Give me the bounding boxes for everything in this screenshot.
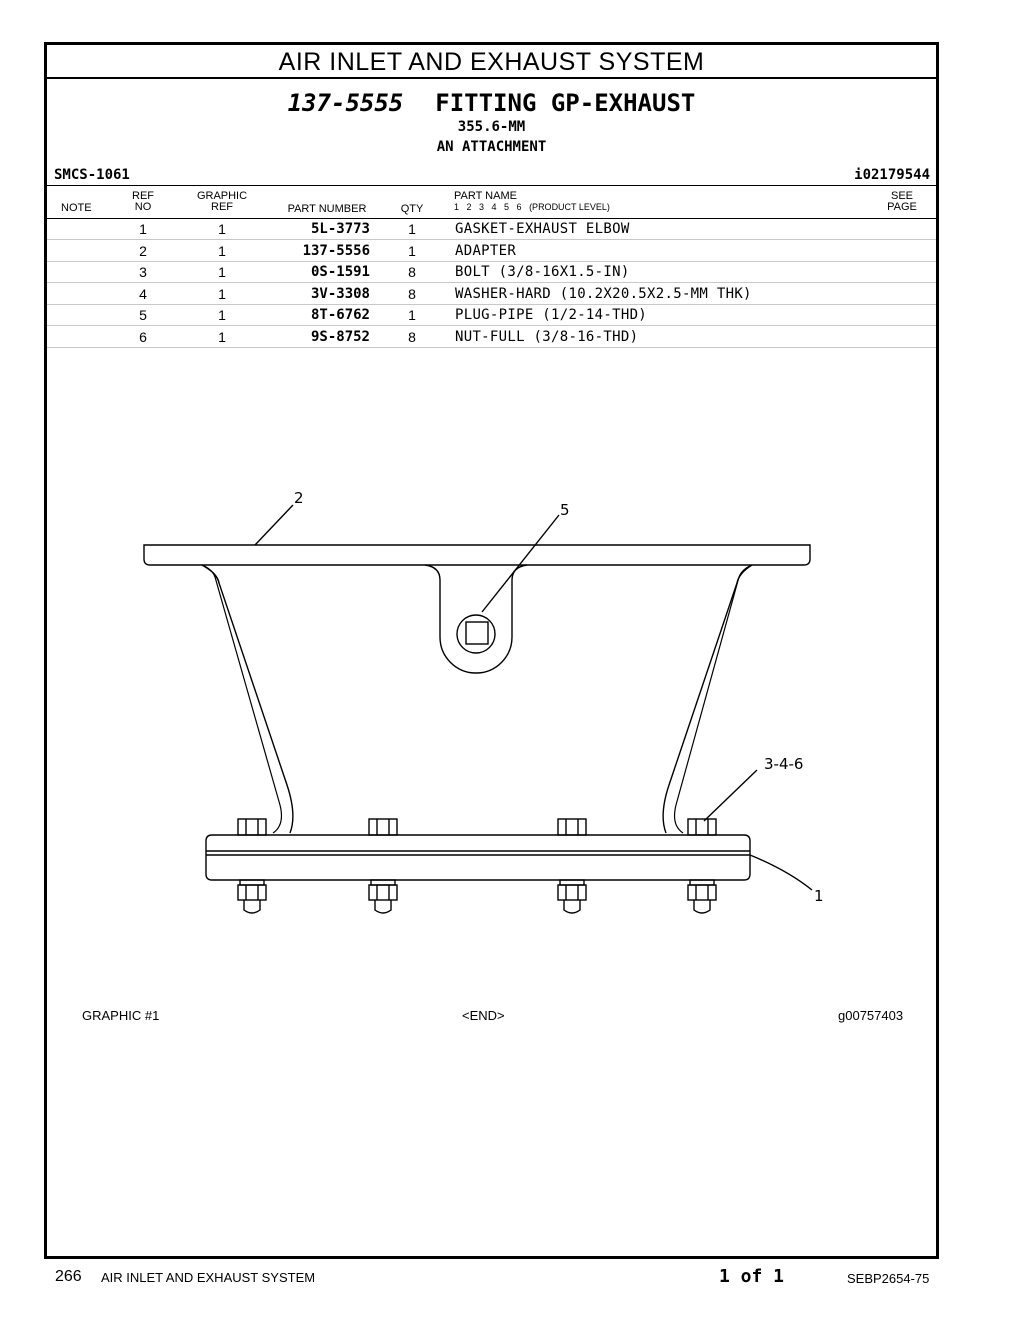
graphic-id: g00757403 [838,1008,904,1023]
end-marker: <END> [462,1008,505,1023]
part-name: WASHER-HARD (10.2X20.5X2.5-MM THK) [455,285,752,302]
col-ref-no: REF NO [132,190,154,213]
footer-section: AIR INLET AND EXHAUST SYSTEM [101,1270,316,1285]
quantity: 1 [408,242,416,259]
graphic-ref: 1 [218,221,226,237]
plug-boss [425,565,527,673]
ref-no: 6 [139,329,147,345]
right-leg-inner [675,565,752,833]
part-number: 8T-6762 [310,307,370,324]
col-part-name: PART NAME 1 2 3 4 5 6 (PRODUCT LEVEL) [454,190,610,212]
leader-1 [750,855,812,890]
ref-no: 1 [139,221,147,237]
callout-3-4-6: 3-4-6 [764,755,804,773]
plug-square [466,622,488,644]
graphic-ref: 1 [218,285,226,302]
spec-line: AN ATTACHMENT [436,139,547,155]
graphic-ref: 1 [218,264,226,281]
leader-5 [482,515,559,612]
leader-2 [255,505,293,545]
callout-5: 5 [560,501,570,519]
part-name: BOLT (3/8-16X1.5-IN) [455,264,630,281]
footer-page-count: 1 of 1 [719,1266,785,1287]
bolt-set [238,819,716,913]
bottom-flange [206,835,750,880]
product-level-label: (PRODUCT LEVEL) [529,202,610,212]
part-number: 9S-8752 [310,329,370,345]
part-name: GASKET-EXHAUST ELBOW [455,221,630,237]
ref-no: 3 [139,264,147,281]
part-name: PLUG-PIPE (1/2-14-THD) [455,307,648,324]
illustration-id: i02179544 [854,167,930,183]
bolt-assembly [688,819,716,913]
ref-no: 5 [139,307,147,324]
part-name: ADAPTER [455,242,517,259]
adapter-drawing [47,45,936,995]
top-flange [144,545,810,565]
quantity: 1 [408,307,416,324]
footer-page-number: 266 [55,1268,82,1285]
col-see-page: SEE PAGE [887,190,917,213]
callout-2: 2 [294,489,304,507]
bolt-assembly [558,819,586,913]
smcs-code: SMCS-1061 [54,167,130,183]
quantity: 1 [408,221,416,237]
col-qty: QTY [400,203,424,215]
part-number: 3V-3308 [310,285,370,302]
part-name: NUT-FULL (3/8-16-THD) [455,329,639,345]
footer-doc-number: SEBP2654-75 [847,1271,930,1286]
part-number: 137-5556 [302,242,370,259]
bolt-assembly [238,819,266,913]
quantity: 8 [408,264,416,281]
group-name: FITTING GP-EXHAUST [435,89,696,117]
group-number: 137-5555 [287,89,404,117]
spec-line: 355.6-MM [457,119,526,135]
section-title: AIR INLET AND EXHAUST SYSTEM [47,45,936,79]
col-graphic-ref: GRAPHIC REF [196,190,248,213]
left-leg-outer [202,565,293,833]
left-leg-inner [202,565,281,833]
page-frame [44,42,939,1259]
quantity: 8 [408,285,416,302]
part-number: 5L-3773 [310,221,370,237]
callout-1: 1 [814,887,824,905]
leader-3-4-6 [704,770,757,821]
graphic-ref: 1 [218,242,226,259]
col-note: NOTE [61,202,92,214]
quantity: 8 [408,329,416,345]
right-leg-outer [663,565,752,833]
ref-no: 4 [139,285,147,302]
ref-no: 2 [139,242,147,259]
part-number: 0S-1591 [310,264,370,281]
graphic-ref: 1 [218,307,226,324]
bolt-assembly [369,819,397,913]
plug-circle [457,615,495,653]
graphic-ref: 1 [218,329,226,345]
col-part-number: PART NUMBER [287,203,367,215]
product-level-digits: 1 2 3 4 5 6 [454,202,522,212]
graphic-label: GRAPHIC #1 [82,1008,160,1023]
